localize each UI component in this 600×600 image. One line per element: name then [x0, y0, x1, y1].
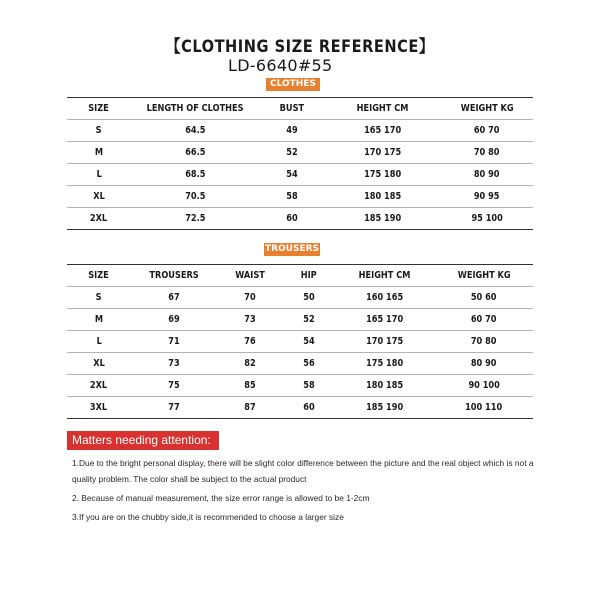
table-row [67, 375, 533, 397]
table-row [67, 120, 533, 142]
clothes-size-table [67, 97, 533, 230]
table-cell: 87 [217, 397, 283, 419]
table-cell: 54 [259, 164, 325, 186]
table-cell: 170 175 [335, 331, 435, 353]
table-cell: 60 70 [441, 120, 533, 142]
table-cell: 77 [131, 397, 217, 419]
table-cell: 52 [283, 309, 335, 331]
table-cell: 70.5 [131, 186, 259, 208]
table-cell: 67 [131, 287, 217, 309]
table-cell: 2XL [67, 208, 131, 230]
table-cell: 75 [131, 375, 217, 397]
table-cell: 82 [217, 353, 283, 375]
table-cell: 66.5 [131, 142, 259, 164]
table-cell: M [67, 309, 131, 331]
table-cell: 71 [131, 331, 217, 353]
table-cell: 60 70 [435, 309, 533, 331]
table-cell: 56 [283, 353, 335, 375]
column-header-hip: HIP [283, 265, 335, 287]
table-cell: XL [67, 353, 131, 375]
trousers-size-table [67, 264, 533, 419]
table-cell: 185 190 [325, 208, 441, 230]
table-cell: 175 180 [325, 164, 441, 186]
clothes-section-label: CLOTHES [266, 78, 320, 91]
table-cell: M [67, 142, 131, 164]
table-cell: 165 170 [325, 120, 441, 142]
table-cell: 73 [217, 309, 283, 331]
table-cell: 90 95 [441, 186, 533, 208]
table-cell: 180 185 [325, 186, 441, 208]
table-cell: 68.5 [131, 164, 259, 186]
table-row [67, 142, 533, 164]
table-cell: L [67, 331, 131, 353]
table-header-row [67, 265, 533, 287]
column-header-trousers: TROUSERS [131, 265, 217, 287]
table-cell: 76 [217, 331, 283, 353]
notice-heading: Matters needing attention: [67, 431, 219, 450]
column-header-size: SIZE [67, 98, 131, 120]
table-cell: 73 [131, 353, 217, 375]
table-cell: 95 100 [441, 208, 533, 230]
table-cell: XL [67, 186, 131, 208]
table-cell: 60 [283, 397, 335, 419]
table-cell: 160 165 [335, 287, 435, 309]
table-row [67, 164, 533, 186]
notice-list [72, 455, 542, 528]
table-cell: 70 [217, 287, 283, 309]
table-cell: 58 [259, 186, 325, 208]
table-cell: 50 60 [435, 287, 533, 309]
notice-item: 1.Due to the bright personal display, there will be slight color difference between the picture and the real object which is not a quality problem. The color shall be subject to the actual product [72, 458, 534, 484]
table-cell: 175 180 [335, 353, 435, 375]
column-header-height: HEIGHT CM [335, 265, 435, 287]
table-cell: 180 185 [335, 375, 435, 397]
table-cell: L [67, 164, 131, 186]
table-cell: 52 [259, 142, 325, 164]
table-cell: 90 100 [435, 375, 533, 397]
column-header-weight: WEIGHT KG [435, 265, 533, 287]
table-row [67, 353, 533, 375]
trousers-section-label: TROUSERS [264, 244, 320, 254]
table-cell: 100 110 [435, 397, 533, 419]
table-cell: 185 190 [335, 397, 435, 419]
table-cell: 49 [259, 120, 325, 142]
table-row [67, 287, 533, 309]
table-row [67, 309, 533, 331]
table-cell: 85 [217, 375, 283, 397]
table-row [67, 331, 533, 353]
column-header-bust: BUST [259, 98, 325, 120]
table-header-row [67, 98, 533, 120]
table-cell: 50 [283, 287, 335, 309]
column-header-height: HEIGHT CM [325, 98, 441, 120]
table-cell: 70 80 [441, 142, 533, 164]
table-cell: 58 [283, 375, 335, 397]
table-cell: 54 [283, 331, 335, 353]
table-cell: 70 80 [435, 331, 533, 353]
column-header-size: SIZE [67, 265, 131, 287]
column-header-length: LENGTH OF CLOTHES [131, 98, 259, 120]
table-cell: S [67, 287, 131, 309]
column-header-waist: WAIST [217, 265, 283, 287]
table-cell: 72.5 [131, 208, 259, 230]
table-row [67, 208, 533, 230]
table-row [67, 397, 533, 419]
table-cell: S [67, 120, 131, 142]
table-cell: 69 [131, 309, 217, 331]
table-cell: 3XL [67, 397, 131, 419]
notice-item: 2. Because of manual measurement, the size error range is allowed to be 1-2cm [72, 493, 370, 503]
table-row [67, 186, 533, 208]
table-cell: 60 [259, 208, 325, 230]
table-cell: 170 175 [325, 142, 441, 164]
table-cell: 2XL [67, 375, 131, 397]
column-header-weight: WEIGHT KG [441, 98, 533, 120]
table-cell: 165 170 [335, 309, 435, 331]
model-number: LD-6640#55 [228, 56, 333, 75]
page-title: 【CLOTHING SIZE REFERENCE】 [165, 37, 435, 57]
table-cell: 64.5 [131, 120, 259, 142]
table-cell: 80 90 [435, 353, 533, 375]
notice-item: 3.If you are on the chubby side,it is recommended to choose a larger size [72, 512, 344, 522]
table-cell: 80 90 [441, 164, 533, 186]
